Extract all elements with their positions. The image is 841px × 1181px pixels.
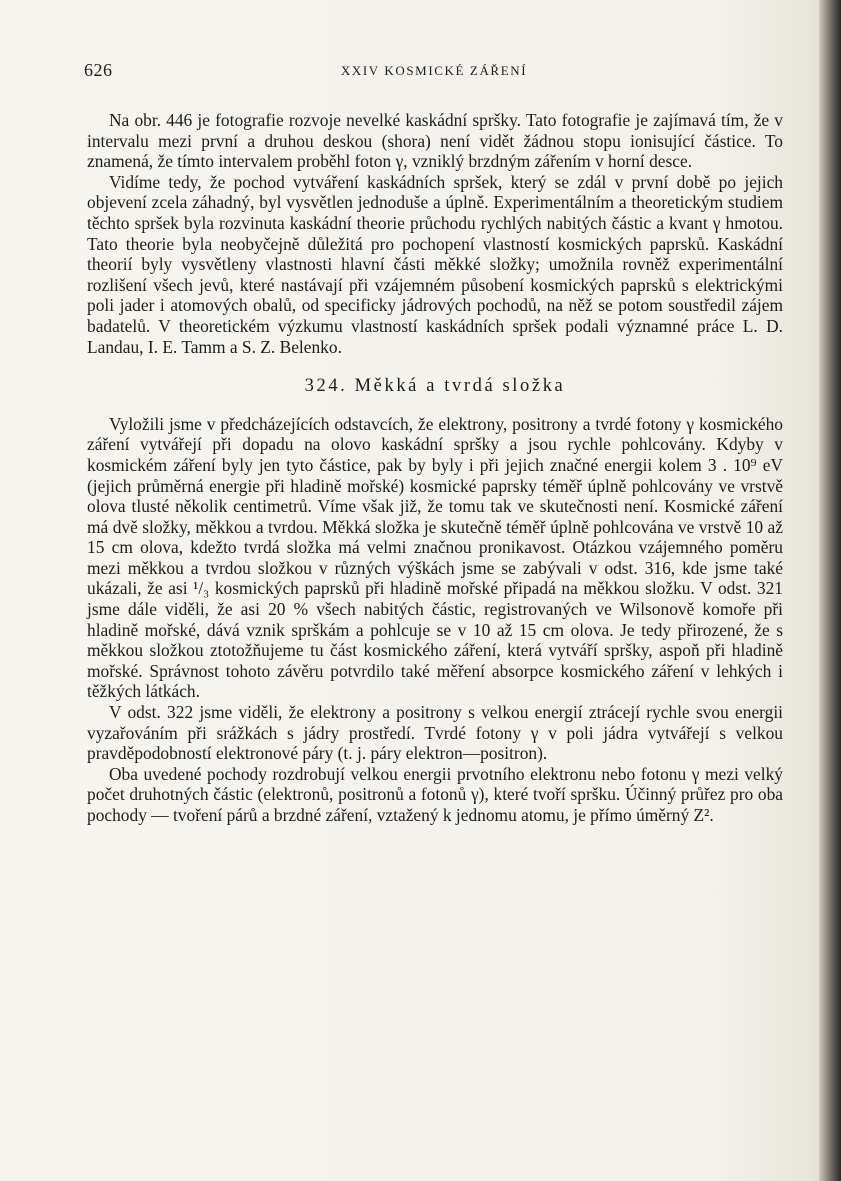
paragraph: Oba uvedené pochody rozdrobují velkou energii prvotního elektronu nebo fotonu γ mezi velký počet druhotných částic (elektronů, positronů a fotonů γ), které tvoří spršku. Účinný průřez pro oba pochody — tvoření párů a brzdné záření, vztažený k jednomu atomu, je přímo úměrný Z².	[87, 763, 783, 825]
paragraph: Vidíme tedy, že pochod vytváření kaskádních spršek, který se zdál v první době po jejich objevení zcela záhadný, byl vysvětlen jednoduše a úplně. Experimentálním a theoretickým studiem těchto spršek byla rozvinuta kaskádní theorie průchodu rychlých nabitých částic a kvant γ hmotou. Tato theorie byla neobyčejně důležitá pro pochopení vlastností kosmických paprsků. Kaskádní theorií byly vysvětleny vlastnosti hlavní části měkké složky; umožnila rovněž experimentální rozlišení všech jevů, které nastávají při vzájemném působení kosmických paprsků s elektrickými poli jader i atomových obalů, od specificky jádrových pochodů, na něž se potom soustředil zájem badatelů. V theoretickém výzkumu vlastností kaskádních spršek podali významné práce L. D. Landau, I. E. Tamm a S. Z. Belenko.	[87, 171, 783, 357]
page-header	[84, 60, 784, 86]
page-number: 626	[84, 60, 113, 80]
book-spine-shadow	[819, 0, 841, 1181]
section-heading: 324. Měkká a tvrdá složka	[304, 376, 566, 397]
paragraph: Vyložili jsme v předcházejících odstavcích, že elektrony, positrony a tvrdé fotony γ kosmického záření vytvářejí při dopadu na olovo kaskádní spršky a jsou rychle pohlcovány. Kdyby v kosmickém záření byly jen tyto částice, pak by byly i při jejich značné energii kolem 3 . 10⁹ eV (jejich průměrná energie při hladině mořské) kosmické paprsky téměř úplně pohlcovány ve vrstvě olova tlusté několik centimetrů. Víme však již, že tomu tak ve skutečnosti není. Kosmické záření má dvě složky, měkkou a tvrdou. Měkká složka je skutečně téměř úplně pohlcována ve vrstvě 10 až 15 cm olova, kdežto tvrdá složka má velmi značnou pronikavost. Otázkou vzájemného poměru mezi měkkou a tvrdou složkou v různých výškách jsme se zabývali v odst. 316, kde jsme také ukázali, že asi ¹/₃ kosmických paprsků při hladině mořské připadá na měkkou složku. V odst. 321 jsme dále viděli, že asi 20 % všech nabitých částic, registrovaných ve Wilsonově komoře při hladině mořské, dává vznik sprškám a pohlcuje se v 10 až 15 cm olova. Je tedy přirozené, že s měkkou složkou ztotožňujeme tu část kosmického záření, která vytváří spršky, aspoň při hladině mořské. Správnost tohoto závěru potvrdilo také měření absorpce kosmického záření v lehkých i těžkých látkách.	[87, 413, 783, 702]
body-text	[87, 110, 783, 826]
paragraph: V odst. 322 jsme viděli, že elektrony a positrony s velkou energií ztrácejí rychle svou energii vyzařováním při srážkách s jádry prostředí. Tvrdé fotony γ v poli jádra vytvářejí s velkou pravděpodobností elektronové páry (t. j. páry elektron—positron).	[87, 702, 783, 764]
paragraph: Na obr. 446 je fotografie rozvoje nevelké kaskádní spršky. Tato fotografie je zajímavá tím, že v intervalu mezi první a druhou deskou (shora) není vidět žádnou stopu ionisující částice. To znamená, že tímto intervalem proběhl foton γ, vzniklý brzdným zářením v horní desce.	[87, 110, 783, 172]
running-title: XXIV KOSMICKÉ ZÁŘENÍ	[340, 63, 528, 78]
